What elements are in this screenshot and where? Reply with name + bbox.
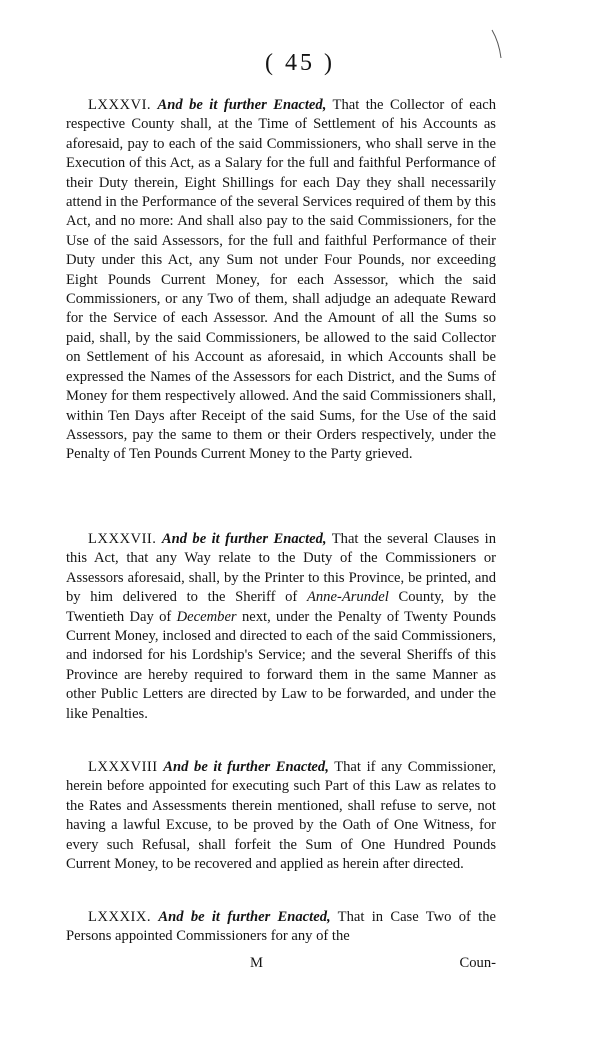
enacting-clause: And be it further Enacted, xyxy=(158,909,331,925)
signature-mark: M xyxy=(250,955,263,971)
section-text: County, by the Twentieth Day of xyxy=(66,589,496,625)
enacting-clause: And be it further Enacted, xyxy=(157,97,327,113)
section-87 xyxy=(66,530,496,724)
section-88 xyxy=(66,758,496,874)
section-text: That in Case Two of the Persons appointed Commissioners for any of the xyxy=(66,909,496,945)
section-text: That the Collector of each respective County shall, at the Time of Settlement of his Accounts as aforesaid, pay to each of the said Commissioners, who shall serve in the Execution of this Act, as a Salary for the full and faithful Performance of their Duty therein, Eight Shillings for each Day they shall necessarily attend in the Performance of the several Services required of them by this Act, and no more: And shall also pay to the said Commissioners, for the Use of the said Assessors, for the full and faithful Performance of their Duty under this Act, any Sum not under Four Pounds, nor exceeding Eight Pounds Current Money, for each Assessor, which the said Commissioners, or any Two of them, shall adjudge an adequate Reward for the Service of each Assessor. And the Amount of all the Sums so paid, shall, by the said Commissioners, be allowed to the said Collector on Settlement of his Account as aforesaid, in which Accounts shall be expressed the Names of the Assessors for each District, and the Sums of Money for them respectively allowed. And the said Commissioners shall, within Ten Days after Receipt of the said Sums, for the Use of the said Assessors, pay the same to them or their Orders respectively, under the Penalty of Ten Pounds Current Money to the Party grieved. xyxy=(66,97,497,463)
section-text: next, under the Penalty of Twenty Pounds Current Money, inclosed and directed to each of the said Commissioners, and indorsed for his Lordship's Service; and the several Sheriffs of this Province are hereby required to forward them in the same Manner as other Public Letters are directed by Law to be forwarded, and under the like Penalties. xyxy=(66,608,497,722)
section-number: LXXXIX. xyxy=(88,909,152,925)
section-number: LXXXVIII xyxy=(88,759,158,775)
county-name: Anne-Arundel xyxy=(306,589,389,606)
section-89 xyxy=(66,908,496,947)
section-number: LXXXVII. xyxy=(88,531,157,547)
section-text: That the several Clauses in this Act, that any Way relate to the Duty of the Commissioners or Assessors aforesaid, shall, by the Printer to this Province, be printed, and by him delivered to the Sheriff of xyxy=(66,531,496,606)
section-86 xyxy=(66,96,496,465)
catchword: Coun- xyxy=(459,955,496,971)
page-number: ( 45 ) xyxy=(265,50,335,76)
enacting-clause: And be it further Enacted, xyxy=(163,759,329,775)
page-footer xyxy=(66,955,496,975)
month-name: December xyxy=(176,608,237,625)
section-text: That if any Commissioner, herein before appointed for executing such Part of this Law as relates to the Rates and Assessments therein mentioned, shall refuse to serve, not having a lawful Excuse, to be proved by the Oath of One Witness, for every such Refusal, shall forfeit the Sum of One Hundred Pounds Current Money, to be recovered and applied as herein after directed. xyxy=(66,759,496,873)
section-number: LXXXVI. xyxy=(88,97,152,113)
enacting-clause: And be it further Enacted, xyxy=(161,531,327,547)
margin-mark-icon xyxy=(490,28,504,60)
